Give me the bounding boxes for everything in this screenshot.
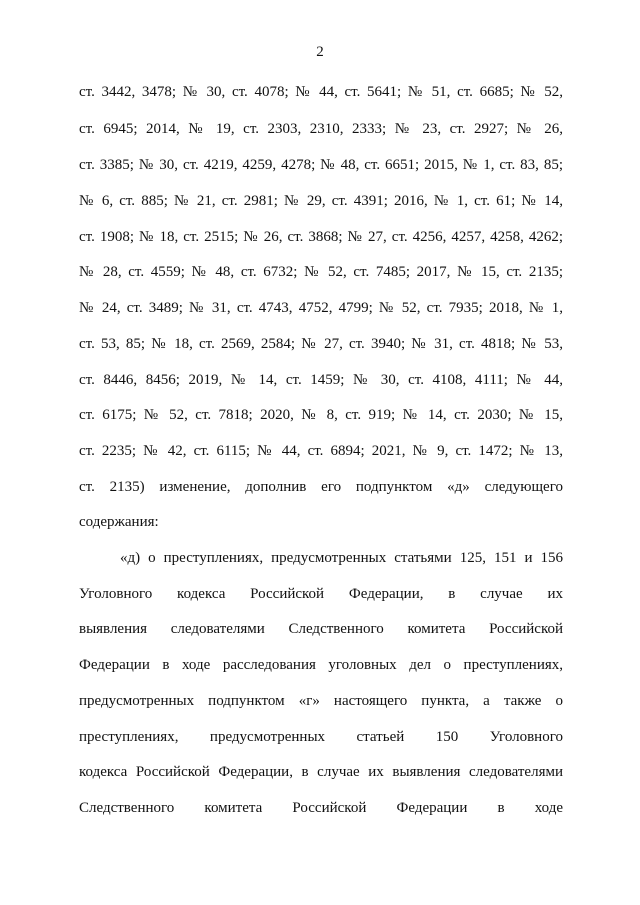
page-number: 2 <box>316 44 324 60</box>
text-line-21: Следственного комитета Российской Федерации в ходе <box>79 800 563 816</box>
text-line-10: ст. 6175; № 52, ст. 7818; 2020, № 8, ст. 919; № 14, ст. 2030; № 15, <box>79 407 563 423</box>
text-line-9: ст. 8446, 8456; 2019, № 14, ст. 1459; № 30, ст. 4108, 4111; № 44, <box>79 372 563 388</box>
text-line-15: Уголовного кодекса Российской Федерации, в случае их <box>79 586 563 602</box>
text-line-16: выявления следователями Следственного комитета Российской <box>79 621 563 637</box>
paragraph-start-line: «д) о преступлениях, предусмотренных статьями 125, 151 и 156 <box>120 550 563 566</box>
text-line-13: содержания: <box>79 514 159 530</box>
text-line-17: Федерации в ходе расследования уголовных дел о преступлениях, <box>79 657 563 673</box>
text-line-11: ст. 2235; № 42, ст. 6115; № 44, ст. 6894; 2021, № 9, ст. 1472; № 13, <box>79 443 563 459</box>
text-line-7: № 24, ст. 3489; № 31, ст. 4743, 4752, 4799; № 52, ст. 7935; 2018, № 1, <box>79 300 563 316</box>
text-line-19: преступлениях, предусмотренных статьей 150 Уголовного <box>79 729 563 745</box>
text-line-12: ст. 2135) изменение, дополнив его подпунктом «д» следующего <box>79 479 563 495</box>
text-line-8: ст. 53, 85; № 18, ст. 2569, 2584; № 27, ст. 3940; № 31, ст. 4818; № 53, <box>79 336 563 352</box>
text-line-1: ст. 3442, 3478; № 30, ст. 4078; № 44, ст. 5641; № 51, ст. 6685; № 52, <box>79 84 563 100</box>
text-line-2: ст. 6945; 2014, № 19, ст. 2303, 2310, 2333; № 23, ст. 2927; № 26, <box>79 121 563 137</box>
text-line-3: ст. 3385; № 30, ст. 4219, 4259, 4278; № 48, ст. 6651; 2015, № 1, ст. 83, 85; <box>79 157 563 173</box>
text-line-4: № 6, ст. 885; № 21, ст. 2981; № 29, ст. 4391; 2016, № 1, ст. 61; № 14, <box>79 193 563 209</box>
text-line-5: ст. 1908; № 18, ст. 2515; № 26, ст. 3868; № 27, ст. 4256, 4257, 4258, 4262; <box>79 229 563 245</box>
text-line-6: № 28, ст. 4559; № 48, ст. 6732; № 52, ст. 7485; 2017, № 15, ст. 2135; <box>79 264 563 280</box>
text-line-18: предусмотренных подпунктом «г» настоящего пункта, а также о <box>79 693 563 709</box>
text-line-20: кодекса Российской Федерации, в случае их выявления следователями <box>79 764 563 780</box>
